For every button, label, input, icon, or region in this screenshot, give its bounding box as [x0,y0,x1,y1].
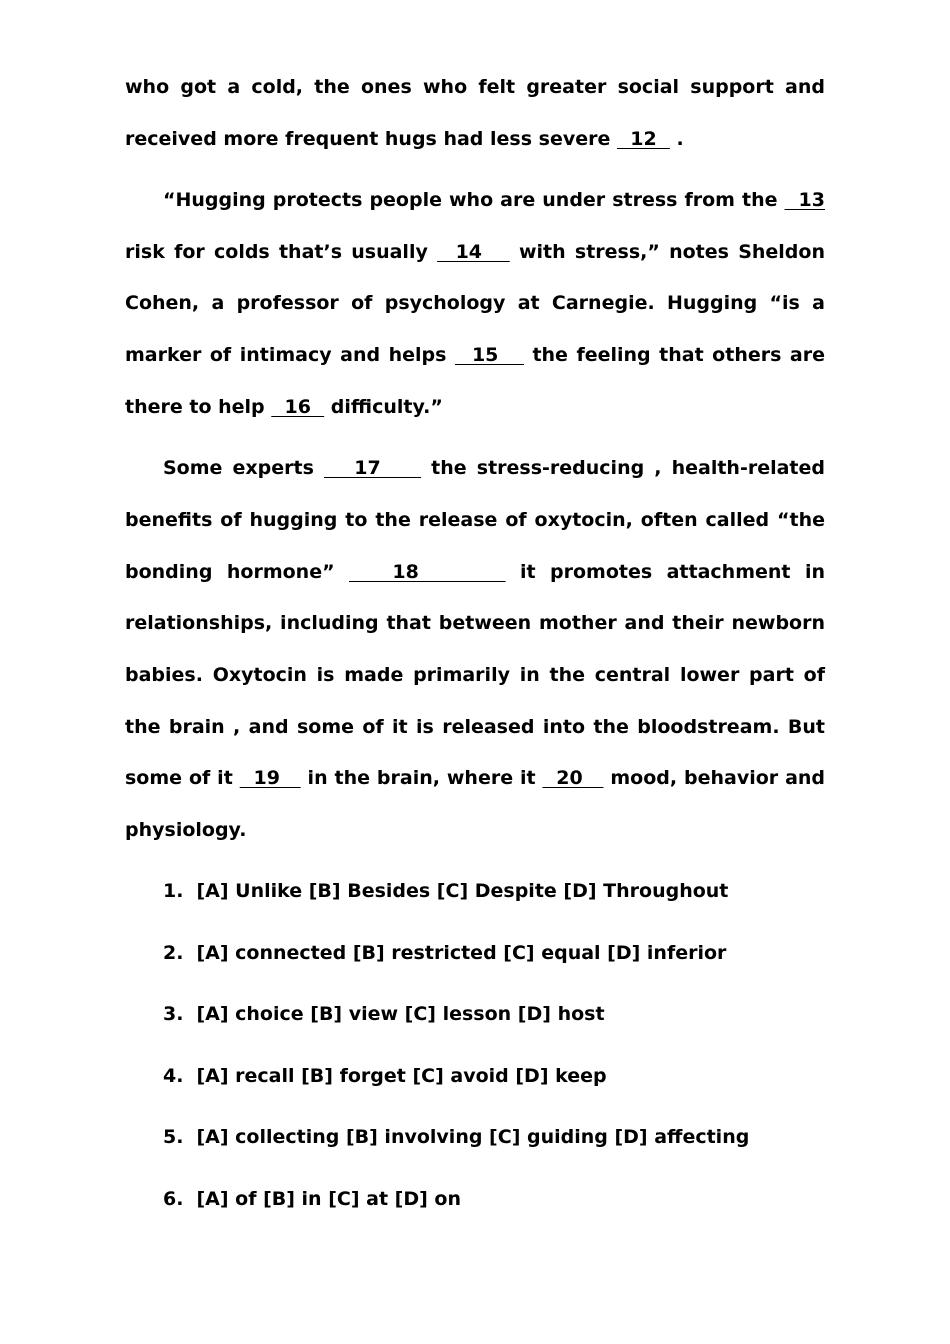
text-line: physiology. [125,819,247,841]
option-item-6: 6. [A] of [B] in [C] at [D] on [163,1188,461,1210]
text-line: Cohen, a professor of psychology at Carnegie. Hugging “is a [125,292,825,314]
option-item-4: 4. [A] recall [B] forget [C] avoid [D] keep [163,1065,607,1087]
blank-12: 12 [617,128,670,150]
text-line: received more frequent hugs had less severe 12 . [125,128,684,150]
text-line: bonding hormone” 18 it promotes attachment in [125,561,825,583]
text-line: babies. Oxytocin is made primarily in the central lower part of [125,664,825,686]
text-line: the brain , and some of it is released into the bloodstream. But [125,716,825,738]
blank-15: 15 [454,344,524,366]
text-line: who got a cold, the ones who felt greater social support and [125,76,825,98]
blank-16: 16 [271,396,325,418]
text-line: Some experts 17 the stress-reducing , health-related [163,457,825,479]
blank-17: 17 [324,457,422,479]
blank-13: 13 [784,189,826,211]
text-line: there to help 16 difficulty.” [125,396,443,418]
blank-20: 20 [542,767,604,789]
blank-19: 19 [239,767,301,789]
option-item-3: 3. [A] choice [B] view [C] lesson [D] host [163,1003,605,1025]
blank-18: 18 [349,561,506,583]
option-item-5: 5. [A] collecting [B] involving [C] guiding [D] affecting [163,1126,750,1148]
blank-14: 14 [437,241,510,263]
option-item-2: 2. [A] connected [B] restricted [C] equal [D] inferior [163,942,727,964]
text-line: benefits of hugging to the release of oxytocin, often called “the [125,509,825,531]
text-line: risk for colds that’s usually 14 with stress,” notes Sheldon [125,241,825,263]
text-line: marker of intimacy and helps 15 the feeling that others are [125,344,825,366]
text-line: “Hugging protects people who are under stress from the 13 [163,189,826,211]
option-item-1: 1. [A] Unlike [B] Besides [C] Despite [D] Throughout [163,880,729,902]
text-line: relationships, including that between mother and their newborn [125,612,825,634]
text-line: some of it 19 in the brain, where it 20 mood, behavior and [125,767,826,789]
